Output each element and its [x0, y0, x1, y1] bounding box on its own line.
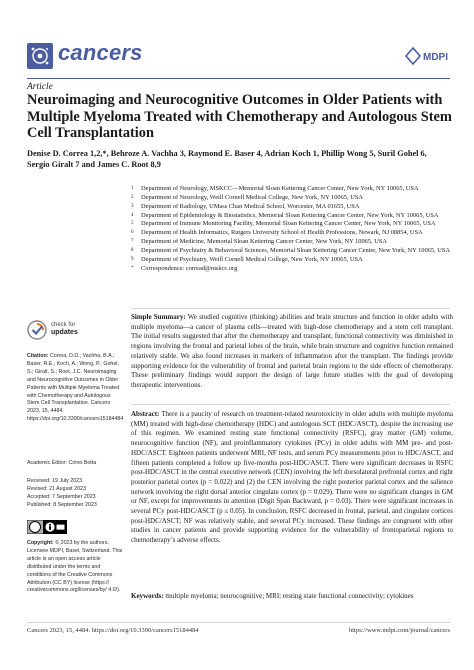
check-updates-top: check for [51, 322, 76, 328]
abstract [131, 410, 453, 546]
affiliation-item [131, 229, 456, 238]
accepted-date: Accepted: 7 September 2023 [27, 493, 96, 500]
academic-editor: Academic Editor: Cirino Botta [27, 460, 97, 466]
citation-label: Citation: [27, 353, 49, 359]
footer-divider [27, 622, 450, 623]
header-divider [27, 78, 450, 79]
journal-name[interactable]: cancers [58, 40, 143, 65]
publication-dates [27, 478, 123, 510]
footer-citation[interactable]: Cancers 2023, 15, 4484. https://doi.org/10.3390/cancers15184484 [27, 627, 199, 634]
affiliation-item [131, 238, 456, 247]
affiliation-item [131, 247, 456, 256]
copyright-label: Copyright: [27, 540, 54, 546]
affiliation-text: Department of Epidemiology & Biostatistics, Memorial Sloan Kettering Cancer Center, New York, NY 10065, USA [141, 211, 439, 219]
simple-summary [131, 313, 453, 391]
affiliation-item [131, 265, 456, 274]
affiliation-text: Department of Neurology, MSKCC—Memorial Sloan Kettering Cancer Center, New York, NY 10065, USA [141, 185, 419, 192]
simple-summary-text: We studied cognitive (thinking) abilities and brain structure and function in older adults with multiple myeloma—a cancer of plasma cells—treated with high-dose chemotherapy and a stem cell transplant. The initial results suggested that after the chemotherapy and transplant, functional connectivity was diminished in regions involving the frontal and parietal lobes of the brain, while brain structure and cognitive function remained relatively stable. We also found increases in markers of inflammation after the transplant. The findings provide supporting evidence for the vulnerability of frontal and parietal brain regions to the side effects of chemotherapy. These preliminary findings would support the design of large future studies with the goal of developing therapeutic interventions. [131, 313, 454, 389]
keywords-text: multiple myeloma; neurocognitive; MRI; resting state functional connectivity; cytokines [165, 592, 414, 600]
abstract-label: Abstract: [131, 410, 160, 418]
affiliation-number: 6 [131, 230, 134, 236]
summary-divider [131, 308, 450, 309]
affiliation-item [131, 203, 456, 212]
affiliation-number: 3 [131, 203, 134, 209]
affiliation-number: * [131, 265, 134, 271]
affiliation-text: Department of Medicine, Memorial Sloan Kettering Cancer Center, New York, NY 10065, USA [141, 238, 388, 246]
article-title: Neuroimaging and Neurocognitive Outcomes in Older Patients with Multiple Myeloma Treated with Chemotherapy and Autologous Stem Cell Transplantation [27, 92, 452, 142]
author-list [27, 148, 447, 171]
affiliation-text: Department of Neurology, Weill Cornell Medical College, New York, NY 10065, USA [141, 193, 363, 201]
footer-journal-link[interactable]: https://www.mdpi.com/journal/cancers [348, 627, 450, 634]
keywords-label: Keywords: [131, 592, 164, 600]
authors-line-1[interactable]: Denise D. Correa 1,2,*, Behroze A. Vachha 3, Raymond E. Baser 4, Adrian Koch 1, Phillip Wong 5, Suril Gohel 6, [27, 149, 427, 158]
abstract-divider [131, 404, 450, 405]
check-for-updates-button[interactable] [27, 320, 87, 346]
affiliation-text: Department of Health Informatics, Rutgers University School of Health Professions, Newark, NJ 08854, USA [141, 229, 423, 237]
affiliation-number: 9 [131, 256, 134, 262]
affiliation-text: Department of Psychiatry, Weill Cornell Medical College, New York, NY 10065, USA [141, 255, 363, 263]
authors-line-2[interactable]: Sergio Giralt 7 and James C. Root 8,9 [27, 160, 161, 170]
affiliation-number: 4 [131, 212, 134, 218]
affiliation-text: Department of Radiology, UMass Chan Medical School, Worcester, MA 01655, USA [141, 202, 360, 210]
received-date: Received: 19 July 2023 [27, 478, 83, 484]
copyright-block [27, 540, 123, 595]
affiliation-item [131, 212, 456, 221]
affiliations [131, 185, 456, 273]
affiliation-text: Correspondence: corread@mskcc.org [141, 264, 238, 272]
abstract-text: There is a paucity of research on treatment-related neurotoxicity in older adults with multiple myeloma (MM) treated with high-dose chemotherapy (HDC) and autologous SCT (HDC/ASCT), despite the increasing use of this regimen. We examined resting state functional connectivity (RSFC), gray matter (GM) volume, neurocognitive function (NF), and proinflammatory cytokines (PCy) in older adults with MM pre- and post-HDC/ASCT. Eighteen patients underwent MRI, NF tests, and serum PCy measurements prior to HDC/ASCT, and fifteen patients completed a follow up five-months post-HDC/ASCT. There were significant decreases in RSFC post-HDC/ASCT in the central executive network (CEN) involving the left dorsolateral prefrontal cortex and right posterior parietal cortex (p = 0.022) and (2) the CEN involving the right posterior parietal cortex and the salience network involving the right dorsal anterior cingulate cortex (p = 0.029). There were no significant changes in GM or NF, except for improvements in attention (Digit Span Backward, p = 0.03). There were significant increases in several PCy post-HDC/ASCT (p ≤ 0.05). In conclusion, RSFC decreased in frontal, parietal, and cingulate cortices post-HDC/ASCT; NF was relatively stable, and several PCy increased. These findings are congruent with other studies in cancer patients and provide supporting evidence for the vulnerability of frontoparietal regions to chemotherapy’s adverse effects. [131, 410, 453, 545]
affiliation-item [131, 256, 456, 265]
mdpi-logo[interactable] [404, 45, 450, 67]
check-updates-icon [27, 320, 47, 340]
affiliation-number: 8 [131, 247, 134, 253]
affiliation-item [131, 194, 456, 203]
simple-summary-label: Simple Summary: [131, 313, 186, 321]
svg-text:MDPI: MDPI [423, 52, 448, 63]
affiliation-text: Department of Immune Monitoring Facility, Memorial Sloan Kettering Cancer Center, New York, NY 10065, USA [141, 220, 436, 228]
affiliation-item [131, 185, 456, 194]
article-type: Article [27, 82, 53, 92]
citation-text[interactable]: Correa, D.D.; Vachha, B.A.; Baser, R.E.; Koch, A.; Wong, P.; Gohel, S.; Giralt, S.; Root, J.C. Neuroimaging and Neurocognitive Outcomes in Older Patients with Multiple Myeloma Treated with Chemotherapy and Autologous Stem Cell Transplantation. Cancers 2023, 15, 4484. https://doi.org/10.3390/cancers15184484 [27, 353, 124, 423]
affiliation-number: 5 [131, 221, 134, 227]
check-updates-bottom: updates [51, 329, 78, 336]
affiliation-number: 7 [131, 239, 134, 245]
published-date: Published: 8 September 2023 [27, 501, 97, 508]
journal-logo-icon [27, 43, 53, 69]
copyright-text: © 2023 by the authors. Licensee MDPI, Basel, Switzerland. This article is an open access article distributed under the terms and conditions of the Creative Commons Attribution (CC BY) license (https:// creativecommons.org/licenses/by/ 4.0/). [27, 540, 123, 594]
revised-date: Revised: 21 August 2023 [27, 485, 86, 492]
citation-block [27, 353, 123, 424]
affiliation-number: 2 [131, 194, 134, 200]
keywords [131, 592, 453, 602]
affiliation-item [131, 220, 456, 229]
affiliation-number: 1 [131, 186, 134, 191]
cc-by-license-icon[interactable] [27, 520, 67, 534]
affiliation-text: Department of Psychiatry & Behavioral Sciences, Memorial Sloan Kettering Cancer Center, New York, NY 10065, USA [141, 246, 451, 254]
